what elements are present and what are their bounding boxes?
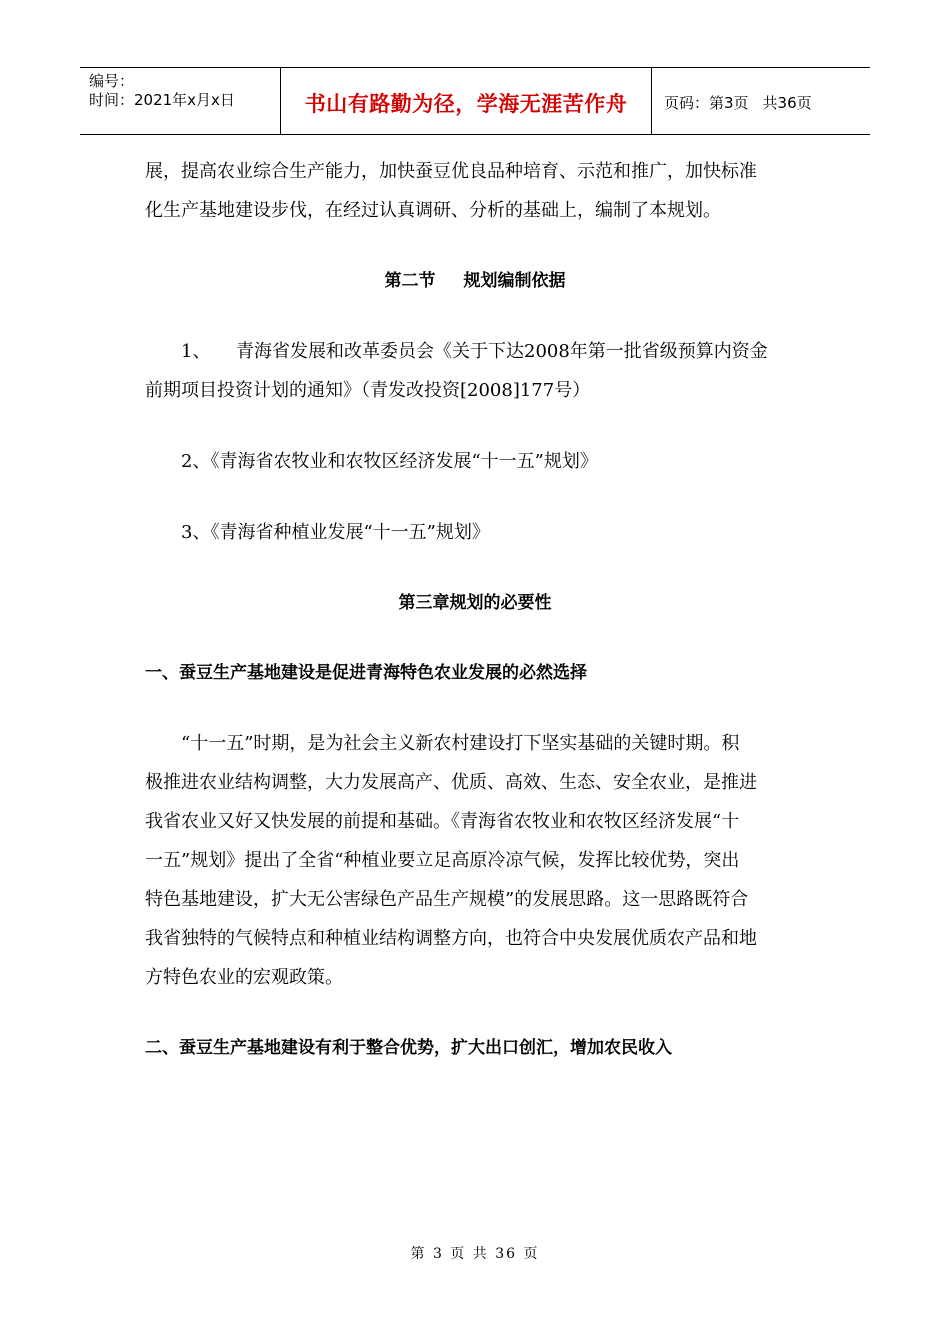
time-label: 时间：2021年x月x日 <box>89 91 235 109</box>
body-text-line: “十一五”时期，是为社会主义新农村建设打下坚实基础的关键时期。积 <box>181 733 740 754</box>
chapter-heading: 第三章规划的必要性 <box>398 593 552 613</box>
page-header <box>80 67 870 135</box>
subsection-heading: 一、蚕豆生产基地建设是促进青海特色农业发展的必然选择 <box>145 663 587 683</box>
section-heading <box>145 262 805 300</box>
body-text-line: 展，提高农业综合生产能力，加快蚕豆优良品种培育、示范和推广，加快标准 <box>145 161 757 182</box>
section-number: 第二节 <box>384 271 436 291</box>
body-text-line: 我省独特的气候特点和种植业结构调整方向，也符合中央发展优质农产品和地 <box>145 928 757 949</box>
header-motto: 书山有路勤为径，学海无涯苦作舟 <box>281 68 652 134</box>
list-item <box>145 332 805 371</box>
list-item-text: 青海省发展和改革委员会《关于下达2008年第一批省级预算内资金 <box>236 341 768 362</box>
number-label: 编号： <box>89 72 135 90</box>
total-pages-label: 共36页 <box>762 93 812 112</box>
body-text-line: 特色基地建设，扩大无公害绿色产品生产规模”的发展思路。这一思路既符合 <box>145 889 749 910</box>
body-text-line: 极推进农业结构调整，大力发展高产、优质、高效、生态、安全农业，是推进 <box>145 772 757 793</box>
section-title: 规划编制依据 <box>463 271 566 291</box>
header-meta <box>80 68 281 134</box>
body-text-line: 我省农业又好又快发展的前提和基础。《青海省农牧业和农牧区经济发展“十 <box>145 811 740 832</box>
list-item-number: 1、 <box>181 341 211 362</box>
subsection-heading: 二、蚕豆生产基地建设有利于整合优势，扩大出口创汇，增加农民收入 <box>145 1038 672 1058</box>
body-text-line: 化生产基地建设步伐，在经过认真调研、分析的基础上，编制了本规划。 <box>145 200 721 221</box>
document-body <box>145 152 805 1067</box>
header-page-info <box>652 68 870 134</box>
page-label: 页码：第3页 <box>664 93 749 112</box>
list-item-continuation: 前期项目投资计划的通知》（青发改投资[2008]177号） <box>145 380 591 401</box>
body-text-line: 一五”规划》提出了全省“种植业要立足高原冷凉气候，发挥比较优势，突出 <box>145 850 740 871</box>
body-text-line: 方特色农业的宏观政策。 <box>145 967 343 988</box>
list-item: 2、《青海省农牧业和农牧区经济发展“十一五”规划》 <box>181 451 598 472</box>
page-footer: 第 3 页 共 36 页 <box>410 1246 540 1262</box>
list-item: 3、《青海省种植业发展“十一五”规划》 <box>181 522 490 543</box>
